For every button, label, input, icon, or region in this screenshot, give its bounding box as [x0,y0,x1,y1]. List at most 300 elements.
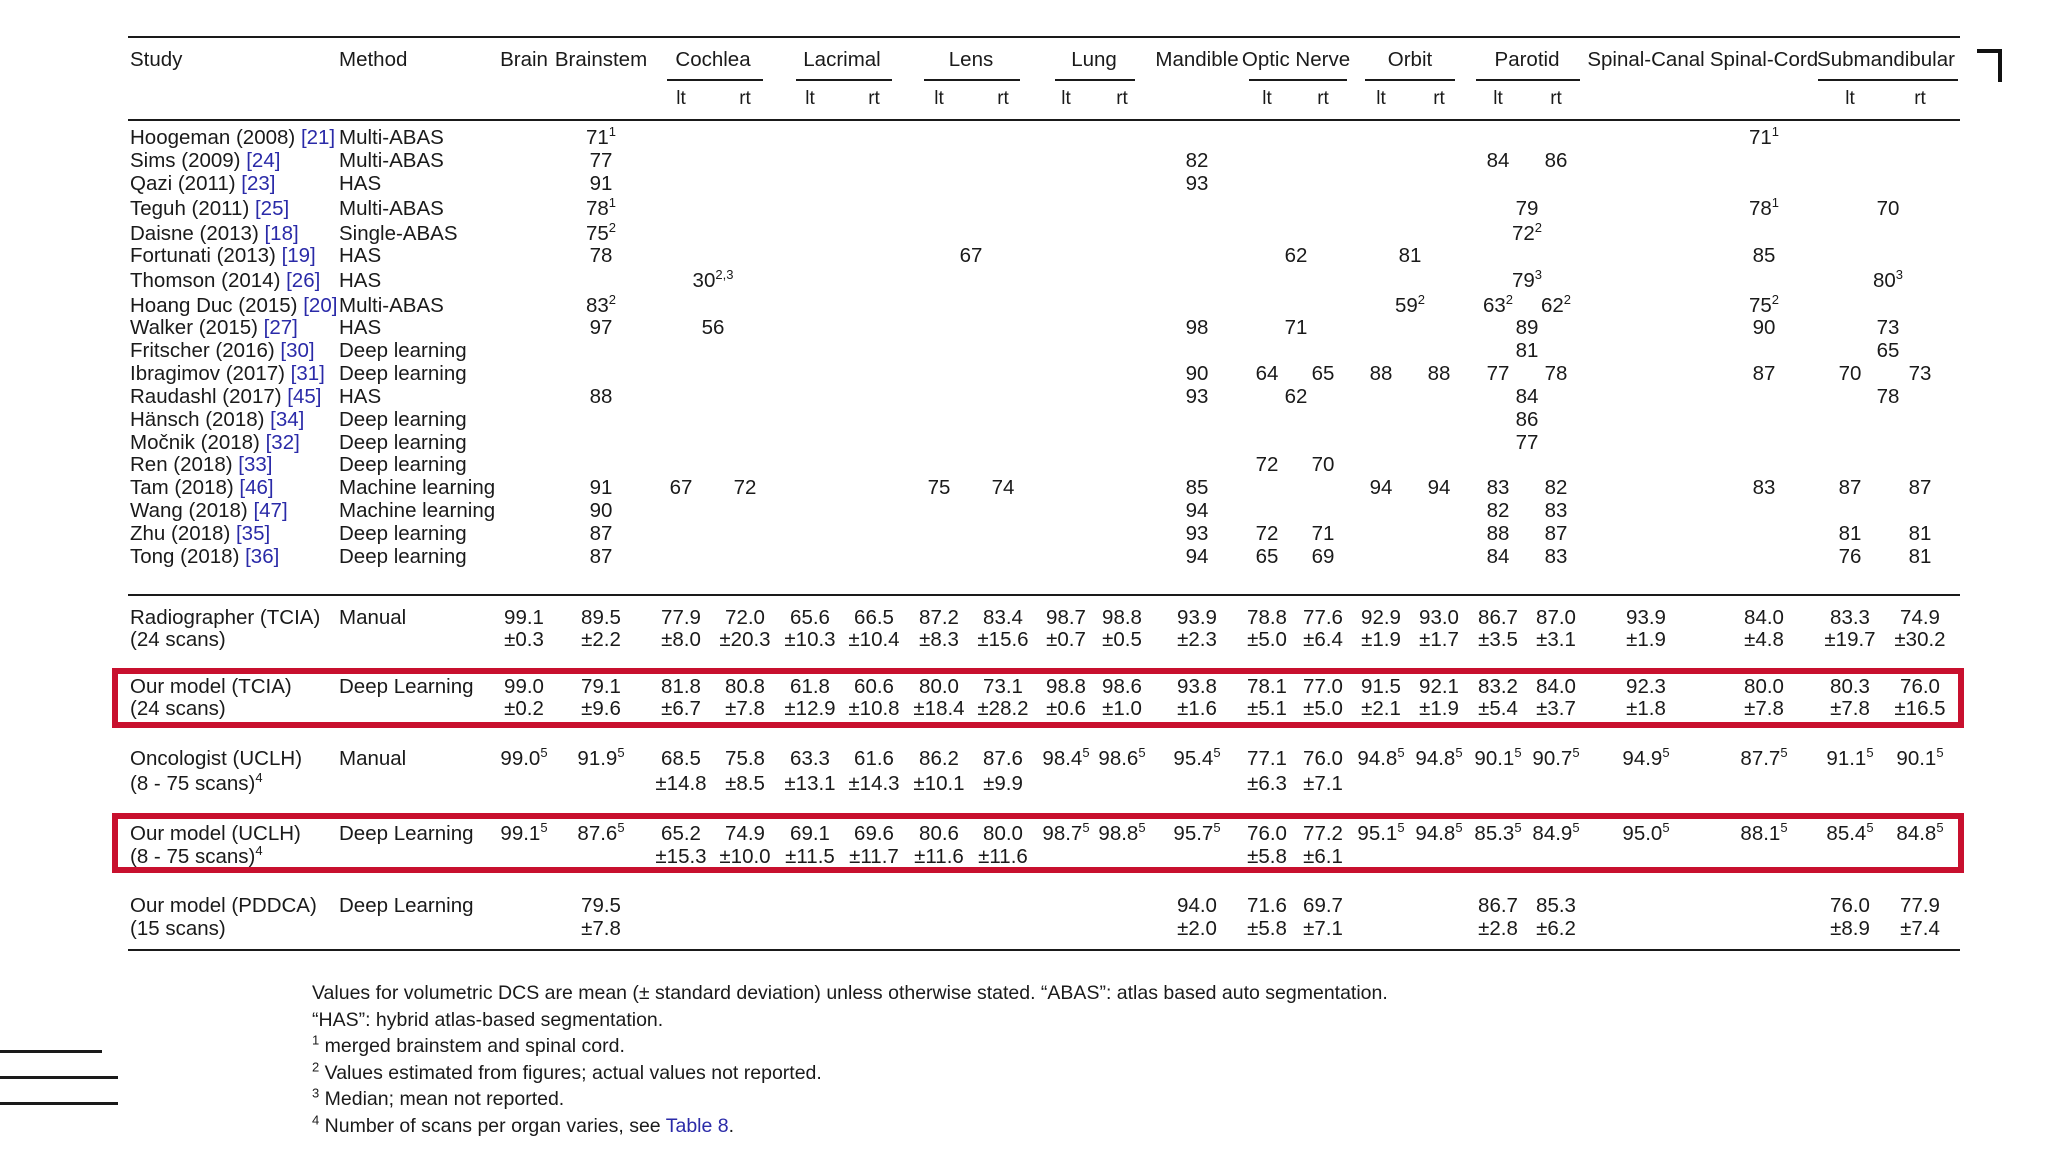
subheader-parotid-rt: rt [1550,88,1562,109]
cell-submand-lt [1839,545,1862,569]
cell-parotid [1516,316,1539,340]
study-label: Thomson (2014) [130,269,287,292]
mean-optic-rt [1303,894,1343,918]
cell-value: 87.0 [1536,606,1576,629]
cell-value: 77 [1486,362,1510,385]
cell-orbit-lt [1370,476,1393,500]
cell-optic-rt [1312,545,1335,569]
study-scans [130,628,226,652]
cell-value: 73.1 [983,675,1023,698]
sd-mandible: ±1.6 [1177,697,1217,720]
mean-lung-rt [1102,606,1142,630]
cell-footnote-mark: 5 [1780,745,1788,761]
cell-value: 68.5 [661,747,701,770]
cell-spinal-cord [1753,476,1776,500]
study-name [130,126,335,150]
mean-lens-rt [983,675,1023,699]
cell-lens-rt [992,476,1015,500]
method-name: Deep learning [339,362,467,385]
footnote-2 [312,1060,1388,1087]
cell-value: 78 [1748,197,1772,220]
mean-cochlea-rt [725,822,765,846]
study-name: Oncologist (UCLH) [130,747,303,770]
cell-value: 83 [1486,476,1510,499]
cell-footnote-mark: 5 [1397,820,1405,836]
cell-optic-rt [1312,522,1335,546]
citation-link[interactable]: [35] [235,522,271,545]
cell-orbit [1399,244,1422,268]
citation-link[interactable]: [34] [270,408,305,431]
cell-footnote-mark: 2 [1563,292,1572,308]
scan-count: (15 scans) [130,917,226,940]
footnote-4-end: . [728,1114,735,1137]
mean-brainstem [581,606,621,630]
subheader-cochlea-rt: rt [739,88,751,109]
mean-orbit-rt [1415,822,1462,846]
cell-value: 78 [585,197,609,220]
subheader-submand-lt: lt [1845,88,1855,109]
study-label: Sims (2009) [130,149,247,172]
citation-link[interactable]: [24] [246,149,281,172]
cell-value: 76.0 [1830,894,1870,917]
mean-orbit-rt [1415,747,1462,771]
sd-optic-rt: ±6.1 [1303,845,1343,868]
cell-orbit-lt [1370,362,1393,386]
mean-optic-lt [1247,606,1287,630]
cell-value: 72.0 [725,606,765,629]
cell-mandible [1186,172,1209,196]
cell-lens [960,244,983,268]
header-brainstem: Brainstem [554,48,648,71]
cell-value: 98.7 [1042,822,1083,845]
cell-brainstem [586,126,616,150]
study-label: Walker (2015) [130,316,264,339]
sd-brain: ±0.2 [504,697,544,720]
cell-value: 80.3 [1830,675,1870,698]
mean-submand-rt [1900,606,1940,630]
mean-parotid-rt [1532,747,1579,771]
sd-cochlea-rt: ±10.0 [719,845,771,868]
sd-optic-lt: ±5.8 [1247,845,1287,868]
mean-lung-rt [1098,822,1145,846]
sd-lacrimal-rt: ±10.4 [848,628,900,651]
cell-value: 76 [1838,545,1862,568]
citation-link[interactable]: [46] [239,476,274,499]
sd-spinal-canal: ±1.8 [1626,697,1666,720]
cell-brainstem [590,545,613,569]
header-lacrimal: Lacrimal [803,48,881,71]
cell-value: 75 [585,222,609,245]
cell-brainstem [586,294,616,318]
cell-value: 94.0 [1177,894,1217,917]
table-top-rule [128,36,1960,38]
cell-value: 84.0 [1744,606,1784,629]
cell-value: 99.0 [500,747,541,770]
cell-value: 98.7 [1046,606,1086,629]
citation-link[interactable]: [30] [280,339,315,362]
cell-footnote-mark: 5 [540,745,548,761]
citation-link[interactable]: [26] [286,269,321,292]
mean-orbit-lt [1357,747,1404,771]
method-name: Machine learning [339,476,496,499]
cell-value: 78.8 [1247,606,1287,629]
citation-link[interactable]: [20] [303,294,338,317]
cell-value: 71 [1311,522,1335,545]
menu-line [0,1076,118,1079]
mean-lens-lt [919,822,959,846]
cell-value: 88 [1369,362,1393,385]
mean-orbit-lt [1361,606,1401,630]
cell-value: 87 [1908,476,1932,499]
cochlea-group-rule [667,79,763,81]
cell-footnote-mark: 5 [1213,820,1221,836]
cell-value: 87 [1544,522,1568,545]
cell-footnote-mark: 5 [1662,745,1670,761]
cell-value: 88 [1486,522,1510,545]
cell-value: 70 [1311,453,1335,476]
study-name [130,269,320,293]
mean-optic-rt [1303,747,1343,771]
cell-value: 86.7 [1478,894,1518,917]
cell-value: 72 [1511,222,1535,245]
subheader-optic-lt: lt [1262,88,1272,109]
cell-value: 71.6 [1247,894,1287,917]
citation-link[interactable]: [18] [264,222,299,245]
mean-lens-rt [983,606,1023,630]
cell-value: 87.2 [919,606,959,629]
study-name [130,522,270,546]
cell-value: 93 [1185,522,1209,545]
method-name: Multi-ABAS [339,126,444,149]
cell-value: 95.1 [1357,822,1398,845]
study-label: Hoogeman (2008) [130,126,301,149]
sd-cochlea-lt: ±6.7 [661,697,701,720]
cell-parotid-lt [1487,149,1510,173]
cell-parotid-lt [1487,476,1510,500]
header-spinal-canal: Spinal-Canal [1587,48,1705,71]
cell-value: 98.6 [1102,675,1142,698]
cell-value: 70 [1876,197,1900,220]
footnote-2-text: Values estimated from figures; actual values not reported. [324,1061,822,1084]
citation-link[interactable]: [25] [254,197,290,220]
mean-mandible [1173,747,1220,771]
study-scans [130,697,226,721]
cell-value: 65 [1255,545,1279,568]
cell-orbit-rt [1428,476,1451,500]
orbit-group-rule [1365,79,1455,81]
cell-value: 65.2 [661,822,701,845]
cell-footnote-mark: 5 [1082,745,1090,761]
cell-footnote-mark: 2 [1534,220,1543,236]
study-label: Tong (2018) [130,545,246,568]
cell-value: 81 [1908,545,1932,568]
cell-optic-lt [1256,362,1279,386]
cell-value: 62 [1284,244,1308,267]
submand-group-rule [1818,79,1958,81]
cell-value: 79.5 [581,894,621,917]
cell-value: 94.8 [1415,747,1456,770]
cell-value: 77.2 [1303,822,1343,845]
cell-optic-lt [1256,545,1279,569]
cell-brainstem [590,244,613,268]
sd-lung-rt: ±1.0 [1102,697,1142,720]
mean-lacrimal-rt [854,606,894,630]
cell-value: 87.7 [1740,747,1781,770]
subheader-orbit-lt: lt [1376,88,1386,109]
mean-optic-lt [1247,822,1287,846]
cell-value: 80 [1872,269,1896,292]
mean-spinal-cord [1740,822,1787,846]
cell-value: 99.0 [504,675,544,698]
cell-brainstem [586,197,616,221]
sd-spinal-cord: ±7.8 [1744,697,1784,720]
subheader-lens-rt: rt [997,88,1009,109]
subheader-submand-rt: rt [1914,88,1926,109]
cell-mandible [1186,149,1209,173]
cell-value: 88.1 [1740,822,1781,845]
cell-value: 77.9 [661,606,701,629]
citation-link[interactable]: [36] [245,545,280,568]
cell-value: 85.3 [1474,822,1515,845]
citation-link[interactable]: [21] [300,126,336,149]
cell-value: 91.1 [1826,747,1867,770]
cell-footnote-mark: 5 [1138,820,1146,836]
cell-brainstem [590,499,613,523]
mean-orbit-rt [1419,675,1459,699]
lacrimal-group-rule [796,79,892,81]
cell-submand-rt [1909,476,1932,500]
cell-orbit-rt [1428,362,1451,386]
study-name [130,339,315,363]
cell-cochlea-rt [734,476,757,500]
cell-value: 72 [1255,453,1279,476]
cell-value: 95.7 [1173,822,1214,845]
cell-value: 70 [1838,362,1862,385]
cell-optic-rt [1312,362,1335,386]
mean-lens-lt [919,606,959,630]
study-label: Ibragimov (2017) [130,362,291,385]
sd-submand-rt: ±7.4 [1900,917,1940,940]
cell-value: 80.0 [983,822,1023,845]
sd-lung-rt: ±0.5 [1102,628,1142,651]
cell-footnote-mark: 5 [1455,820,1463,836]
cell-footnote-mark: 1 [1771,124,1780,140]
sd-lung-lt: ±0.6 [1046,697,1086,720]
study-name [130,499,288,523]
cell-value: 75 [927,476,951,499]
cell-brainstem [590,476,613,500]
scan-count: (24 scans) [130,628,226,651]
cell-value: 82 [1185,149,1209,172]
subheader-lacrimal-rt: rt [868,88,880,109]
mean-brain [504,606,544,630]
header-study: Study [130,48,183,71]
cell-optic-nerve [1285,385,1308,409]
mean-brain [504,675,544,699]
mean-lacrimal-lt [790,606,830,630]
cell-footnote-mark: 5 [1936,745,1944,761]
study-label: Raudashl (2017) [130,385,288,408]
mean-submand-rt [1900,894,1940,918]
cell-parotid-rt [1545,362,1568,386]
sd-lens-lt: ±8.3 [919,628,959,651]
cell-mandible [1186,522,1209,546]
cell-footnote-mark: 5 [1780,820,1788,836]
cell-footnote-mark: 2 [608,220,617,236]
footnote-4-mark: 4 [312,1112,320,1127]
mean-submand-rt [1900,675,1940,699]
cell-footnote-mark: 3 [1534,267,1543,283]
header-lens: Lens [948,48,994,71]
cell-parotid-rt [1545,149,1568,173]
footnote-1-text: merged brainstem and spinal cord. [324,1035,625,1057]
mean-cochlea-lt [661,606,701,630]
cell-lens-lt [928,476,951,500]
cell-footnote-mark: 5 [1936,820,1944,836]
citation-link[interactable]: [47] [253,499,288,522]
header-spinal-cord: Spinal-Cord [1709,48,1819,71]
cell-value: 91.5 [1361,675,1401,698]
cell-value: 86.7 [1478,606,1518,629]
cell-value: 69.1 [790,822,830,845]
mean-brain [500,747,547,771]
method-name: HAS [339,385,382,408]
sd-mandible: ±2.3 [1177,628,1217,651]
cell-footnote-mark: 5 [1572,745,1580,761]
study-name [130,316,298,340]
mean-spinal-canal [1626,606,1666,630]
header-mandible: Mandible [1155,48,1239,71]
citation-link[interactable]: [32] [265,431,300,454]
study-name [130,431,300,455]
sd-submand-lt: ±8.9 [1830,917,1870,940]
mean-lacrimal-lt [790,822,830,846]
header-method: Method [339,48,408,71]
header-submandibular: Submandibular [1817,48,1955,71]
mean-orbit-lt [1361,675,1401,699]
study-label: Fritscher (2016) [130,339,281,362]
cell-optic-nerve [1285,244,1308,268]
cell-value: 63 [1482,294,1506,317]
sd-cochlea-lt: ±8.0 [661,628,701,651]
cell-submandibular [1873,269,1903,293]
cell-value: 81 [1515,339,1539,362]
cell-value: 92.9 [1361,606,1401,629]
citation-link[interactable]: [23] [241,172,276,195]
cell-value: 80.0 [919,675,959,698]
cell-footnote-mark: 5 [1082,820,1090,836]
mean-lacrimal-rt [854,747,894,771]
cell-value: 79 [1515,197,1539,220]
study-label: Močnik (2018) [130,431,266,454]
menu-line [0,1102,118,1105]
cell-value: 78.1 [1247,675,1287,698]
cell-submand-lt [1839,522,1862,546]
citation-link[interactable]: [31] [290,362,325,385]
cell-value: 69 [1311,545,1335,568]
cell-value: 98.4 [1042,747,1083,770]
cell-value: 61.6 [854,747,894,770]
cell-value: 94 [1185,545,1209,568]
cell-value: 66.5 [854,606,894,629]
mean-spinal-cord [1740,747,1787,771]
cell-parotid-rt [1545,499,1568,523]
mean-parotid-lt [1478,894,1518,918]
cell-value: 89.5 [581,606,621,629]
citation-link[interactable]: [45] [287,385,322,408]
mean-brain [500,822,547,846]
sd-optic-rt: ±6.4 [1303,628,1343,651]
citation-link[interactable]: [27] [263,316,298,339]
cell-value: 93.9 [1177,606,1217,629]
cell-value: 77.0 [1303,675,1343,698]
study-label: Ren (2018) [130,453,239,476]
mean-cochlea-lt [661,675,701,699]
cell-parotid-lt [1487,545,1510,569]
cell-value: 93.0 [1419,606,1459,629]
cell-optic-rt [1312,453,1335,477]
lens-group-rule [924,79,1020,81]
sd-lacrimal-lt: ±13.1 [784,772,836,795]
cell-brainstem [590,522,613,546]
mean-lens-rt [983,822,1023,846]
cell-value: 65 [1876,339,1900,362]
cell-value: 69.6 [854,822,894,845]
cell-footnote-mark: 5 [1397,745,1405,761]
cell-parotid-lt [1483,294,1513,318]
citation-link[interactable]: [33] [238,453,273,476]
sd-optic-lt: ±6.3 [1247,772,1287,795]
citation-link[interactable]: [19] [281,244,316,267]
mean-cochlea-rt [725,606,765,630]
cell-parotid [1516,339,1539,363]
mean-mandible [1177,606,1217,630]
mean-optic-lt [1247,675,1287,699]
hamburger-menu-icon[interactable] [0,1046,120,1106]
footnote-4 [312,1113,1388,1140]
sd-submand-lt: ±19.7 [1824,628,1876,651]
cell-value: 90.1 [1896,747,1937,770]
cell-value: 86 [1544,149,1568,172]
table-bottom-rule [128,949,1960,951]
scan-count-footnote-mark: 4 [255,770,263,786]
mean-submand-lt [1830,675,1870,699]
study-label: Tam (2018) [130,476,240,499]
cell-value: 81 [1398,244,1422,267]
cell-value: 78 [1544,362,1568,385]
cell-parotid [1516,385,1539,409]
cell-value: 80.0 [1744,675,1784,698]
cell-value: 84 [1515,385,1539,408]
mean-brainstem [577,747,624,771]
cell-submand-lt [1839,476,1862,500]
method-name: Deep learning [339,408,467,431]
sd-optic-rt: ±7.1 [1303,772,1343,795]
cell-value: 65.6 [790,606,830,629]
subheader-lens-lt: lt [934,88,944,109]
cell-value: 74 [991,476,1015,499]
cell-value: 77.1 [1247,747,1287,770]
mean-lung-rt [1098,747,1145,771]
mean-spinal-canal [1622,822,1669,846]
cell-value: 83.3 [1830,606,1870,629]
sd-brainstem: ±9.6 [581,697,621,720]
method-name: Deep learning [339,545,467,568]
sd-submand-rt: ±30.2 [1894,628,1946,651]
sd-lacrimal-rt: ±10.8 [848,697,900,720]
method-name: Multi-ABAS [339,294,444,317]
table-8-link[interactable]: Table 8 [665,1114,729,1137]
